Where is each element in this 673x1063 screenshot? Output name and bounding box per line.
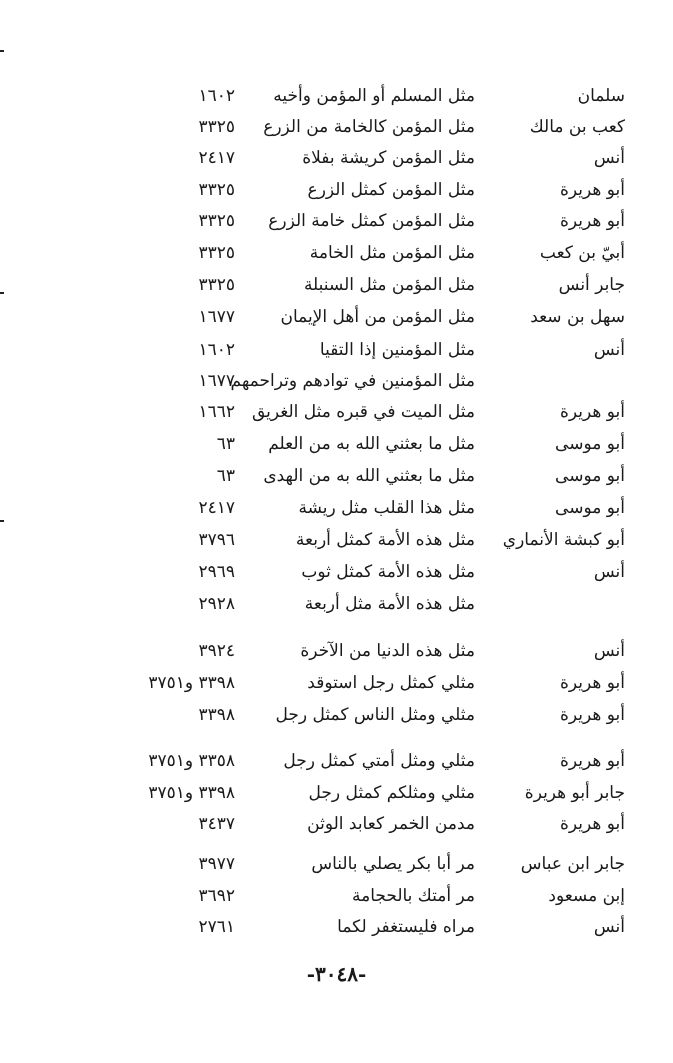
hadith-incipit: مدمن الخمر كعابد الوثن (307, 814, 475, 834)
narrator-name: إبن مسعود (548, 886, 625, 906)
narrator-name: أبو موسى (555, 434, 625, 454)
hadith-incipit: مر أبا بكر يصلي بالناس (311, 854, 475, 874)
index-row (0, 911, 673, 943)
hadith-number: ٦٣ (216, 466, 235, 486)
narrator-name: جابر ابن عباس (520, 854, 625, 874)
hadith-incipit: مثلي ومثلكم كمثل رجل (308, 783, 475, 803)
index-row (0, 174, 673, 206)
index-row (0, 492, 673, 524)
hadith-number: ٣٣٢٥ (198, 211, 235, 231)
index-row (0, 365, 673, 397)
index-row (0, 428, 673, 460)
narrator-name: أبو هريرة (559, 751, 625, 771)
narrator-name: أبو موسى (555, 466, 625, 486)
hadith-incipit: مراه فليستغفر لكما (337, 917, 475, 937)
narrator-name: أنس (593, 917, 625, 937)
hadith-incipit: مثل المؤمن كريشة بفلاة (302, 148, 475, 168)
hadith-number: ٢٤١٧ (198, 498, 235, 518)
index-row (0, 745, 673, 777)
index-row (0, 588, 673, 620)
hadith-incipit: مثل هذه الأمة مثل أربعة (304, 594, 475, 614)
hadith-number: ٢٩٢٨ (198, 594, 235, 614)
hadith-number: ٣٩٢٤ (198, 641, 235, 661)
hadith-number: ٣٣٥٨ و٣٧٥١ (148, 751, 235, 771)
hadith-incipit: مثل المؤمنين إذا التقيا (319, 340, 475, 360)
narrator-name: أبو هريرة (559, 673, 625, 693)
index-row (0, 269, 673, 301)
hadith-number: ٣٣٩٨ و٣٧٥١ (148, 673, 235, 693)
narrator-name: أبو هريرة (559, 211, 625, 231)
hadith-number: ١٦٧٧ (198, 307, 235, 327)
hadith-incipit: مثل ما بعثني الله به من العلم (268, 434, 475, 454)
index-row (0, 111, 673, 143)
hadith-number: ١٦٠٢ (198, 340, 235, 360)
narrator-name: أنس (593, 641, 625, 661)
hadith-incipit: مثل المؤمن كمثل خامة الزرع (268, 211, 475, 231)
hadith-incipit: مثل هذا القلب مثل ريشة (298, 498, 475, 518)
index-row (0, 848, 673, 880)
hadith-incipit: مثل هذه الأمة كمثل ثوب (301, 562, 475, 582)
narrator-name: جابر أنس (558, 275, 625, 295)
hadith-incipit: مثلي كمثل رجل استوقد (307, 673, 475, 693)
narrator-name: جابر أبو هريرة (524, 783, 625, 803)
narrator-name: أبو هريرة (559, 705, 625, 725)
index-row (0, 205, 673, 237)
narrator-name: أبو هريرة (559, 180, 625, 200)
index-row (0, 396, 673, 428)
hadith-number: ١٦٠٢ (198, 86, 235, 106)
hadith-number: ٣٣٢٥ (198, 180, 235, 200)
hadith-incipit: مثل المؤمن من أهل الإيمان (280, 307, 475, 327)
narrator-name: كعب بن مالك (529, 117, 625, 137)
scan-mark (0, 50, 4, 52)
hadith-number: ٢٧٦١ (198, 917, 235, 937)
hadith-number: ٣٦٩٢ (198, 886, 235, 906)
hadith-incipit: مثل هذه الدنيا من الآخرة (300, 641, 475, 661)
hadith-number: ٣٣٢٥ (198, 243, 235, 263)
hadith-incipit: مثل المؤمن كالخامة من الزرع (263, 117, 475, 137)
narrator-name: أبو هريرة (559, 402, 625, 422)
hadith-incipit: مثل المؤمنين في توادهم وتراحمهم (230, 371, 475, 391)
hadith-number: ٣٣٢٥ (198, 117, 235, 137)
index-row (0, 667, 673, 699)
index-row (0, 556, 673, 588)
narrator-name: سلمان (577, 86, 625, 106)
hadith-number: ٣٣٩٨ و٣٧٥١ (148, 783, 235, 803)
index-row (0, 334, 673, 366)
index-row (0, 635, 673, 667)
index-row (0, 808, 673, 840)
index-row (0, 880, 673, 912)
hadith-incipit: مثل الميت في قبره مثل الغريق (251, 402, 475, 422)
index-row (0, 301, 673, 333)
index-row (0, 80, 673, 112)
index-row (0, 142, 673, 174)
hadith-incipit: مثل ما بعثني الله به من الهدى (263, 466, 475, 486)
hadith-incipit: مثل المؤمن مثل الخامة (309, 243, 475, 263)
index-row (0, 777, 673, 809)
page-number: -٣٠٤٨- (306, 962, 367, 986)
hadith-incipit: مثل المسلم أو المؤمن وأخيه (273, 86, 475, 106)
hadith-incipit: مثلي ومثل أمتي كمثل رجل (283, 751, 475, 771)
index-row (0, 524, 673, 556)
hadith-incipit: مثل المؤمن كمثل الزرع (307, 180, 475, 200)
narrator-name: أبو كبشة الأنماري (502, 530, 625, 550)
narrator-name: سهل بن سعد (530, 307, 625, 327)
hadith-number: ٣٤٣٧ (198, 814, 235, 834)
hadith-number: ٢٩٦٩ (198, 562, 235, 582)
hadith-number: ٣٧٩٦ (198, 530, 235, 550)
hadith-number: ١٦٧٧ (198, 371, 235, 391)
hadith-number: ٣٣٩٨ (198, 705, 235, 725)
hadith-number: ١٦٦٢ (198, 402, 235, 422)
hadith-number: ٣٩٧٧ (198, 854, 235, 874)
narrator-name: أنس (593, 148, 625, 168)
hadith-number: ٦٣ (216, 434, 235, 454)
narrator-name: أبو موسى (555, 498, 625, 518)
hadith-incipit: مثل المؤمن مثل السنبلة (303, 275, 475, 295)
narrator-name: أنس (593, 340, 625, 360)
hadith-incipit: مثلي ومثل الناس كمثل رجل (275, 705, 475, 725)
hadith-incipit: مر أمتك بالحجامة (351, 886, 475, 906)
hadith-number: ٢٤١٧ (198, 148, 235, 168)
narrator-name: أنس (593, 562, 625, 582)
index-row (0, 699, 673, 731)
index-row (0, 237, 673, 269)
hadith-incipit: مثل هذه الأمة كمثل أربعة (295, 530, 475, 550)
narrator-name: أبو هريرة (559, 814, 625, 834)
narrator-name: أبيّ بن كعب (539, 243, 625, 263)
hadith-number: ٣٣٢٥ (198, 275, 235, 295)
index-row (0, 460, 673, 492)
